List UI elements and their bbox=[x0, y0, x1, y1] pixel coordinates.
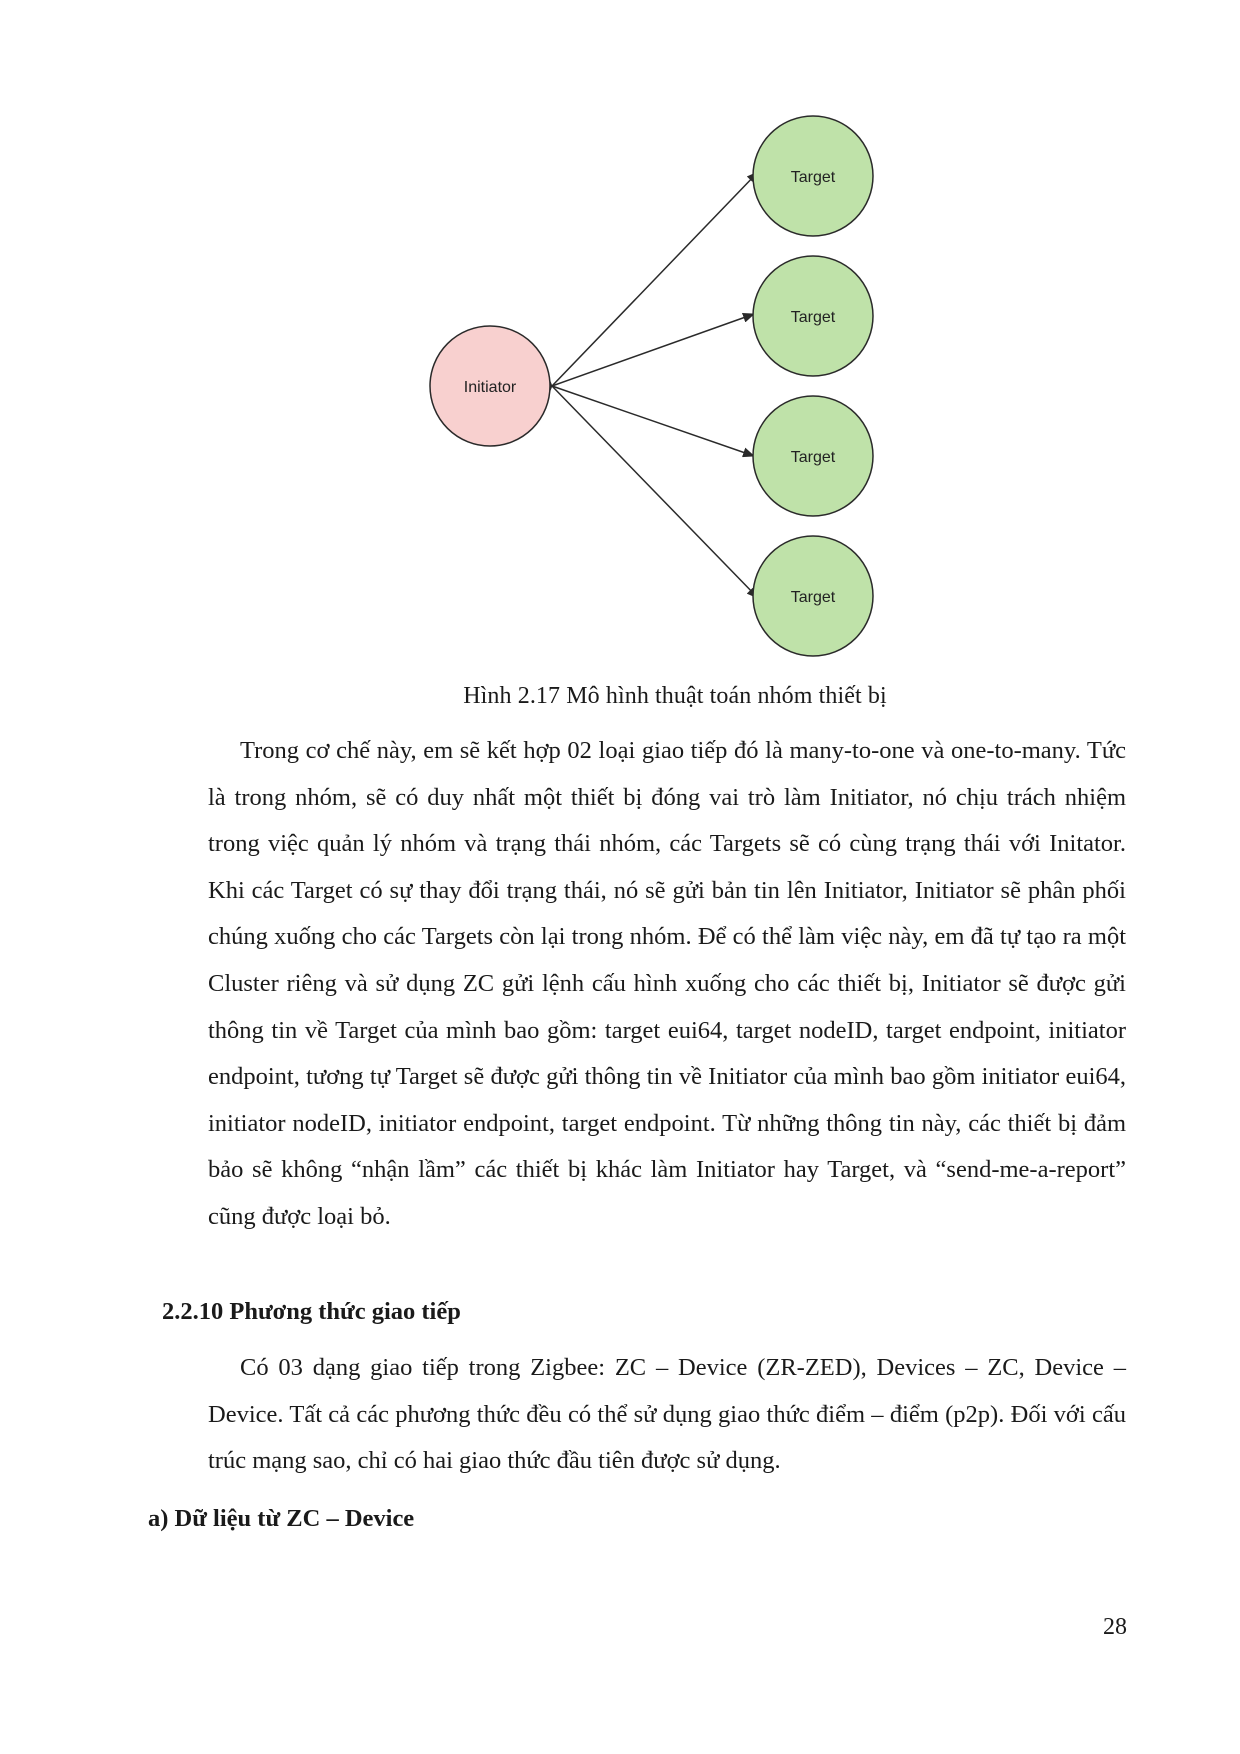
connectors bbox=[552, 172, 758, 598]
arrow-to-target-3 bbox=[552, 386, 754, 456]
arrow-to-target-4 bbox=[552, 386, 758, 598]
target-label: Target bbox=[790, 169, 836, 186]
arrow-to-target-2 bbox=[552, 314, 754, 386]
section-heading: 2.2.10 Phương thức giao tiếp bbox=[162, 1298, 461, 1325]
initiator-node bbox=[430, 326, 550, 446]
target-node-1 bbox=[753, 116, 873, 236]
target-node-3 bbox=[753, 396, 873, 516]
arrow-to-target-1 bbox=[552, 172, 758, 386]
sub-heading: a) Dữ liệu từ ZC – Device bbox=[148, 1505, 415, 1532]
target-label: Target bbox=[790, 309, 836, 326]
body-paragraph-2: Có 03 dạng giao tiếp trong Zigbee: ZC – Device (ZR-ZED), Devices – ZC, Device – Device. Tất cả các phương thức đều có thể sử dụng giao thức điểm – điểm (p2p). Đối với cấu trúc mạng sao, chỉ có hai giao thức đầu tiên được sử dụng. bbox=[208, 1354, 1126, 1475]
target-node-2 bbox=[753, 256, 873, 376]
figure-caption bbox=[0, 683, 1240, 710]
initiator-label: Initiator bbox=[463, 379, 517, 396]
target-label: Target bbox=[790, 449, 836, 466]
page-number: 28 bbox=[1103, 1614, 1127, 1640]
algorithm-diagram bbox=[0, 0, 1240, 680]
figure-caption-text: Hình 2.17 Mô hình thuật toán nhóm thiết bị bbox=[463, 683, 887, 709]
target-label: Target bbox=[790, 589, 836, 606]
body-paragraph-1: Trong cơ chế này, em sẽ kết hợp 02 loại giao tiếp đó là many-to-one và one-to-many. Tức là trong nhóm, sẽ có duy nhất một thiết bị đóng vai trò làm Initiator, nó chịu trách nhiệm trong việc quản lý nhóm và trạng thái nhóm, các Targets sẽ có cùng trạng thái với Initator. Khi các Target có sự thay đổi trạng thái, nó sẽ gửi bản tin lên Initiator, Initiator sẽ phân phối chúng xuống cho các Targets còn lại trong nhóm. Để có thể làm việc này, em đã tự tạo ra một Cluster riêng và sử dụng ZC gửi lệnh cấu hình xuống cho các thiết bị, Initiator sẽ được gửi thông tin về Target của mình bao gồm: target eui64, target nodeID, target endpoint, initiator endpoint, tương tự Target sẽ được gửi thông tin về Initiator của mình bao gồm initiator eui64, initiator nodeID, initiator endpoint, target endpoint. Từ những thông tin này, các thiết bị đảm bảo sẽ không “nhận lầm” các thiết bị khác làm Initiator hay Target, và “send-me-a-report” cũng được loại bỏ. bbox=[208, 737, 1126, 1230]
target-node-4 bbox=[753, 536, 873, 656]
